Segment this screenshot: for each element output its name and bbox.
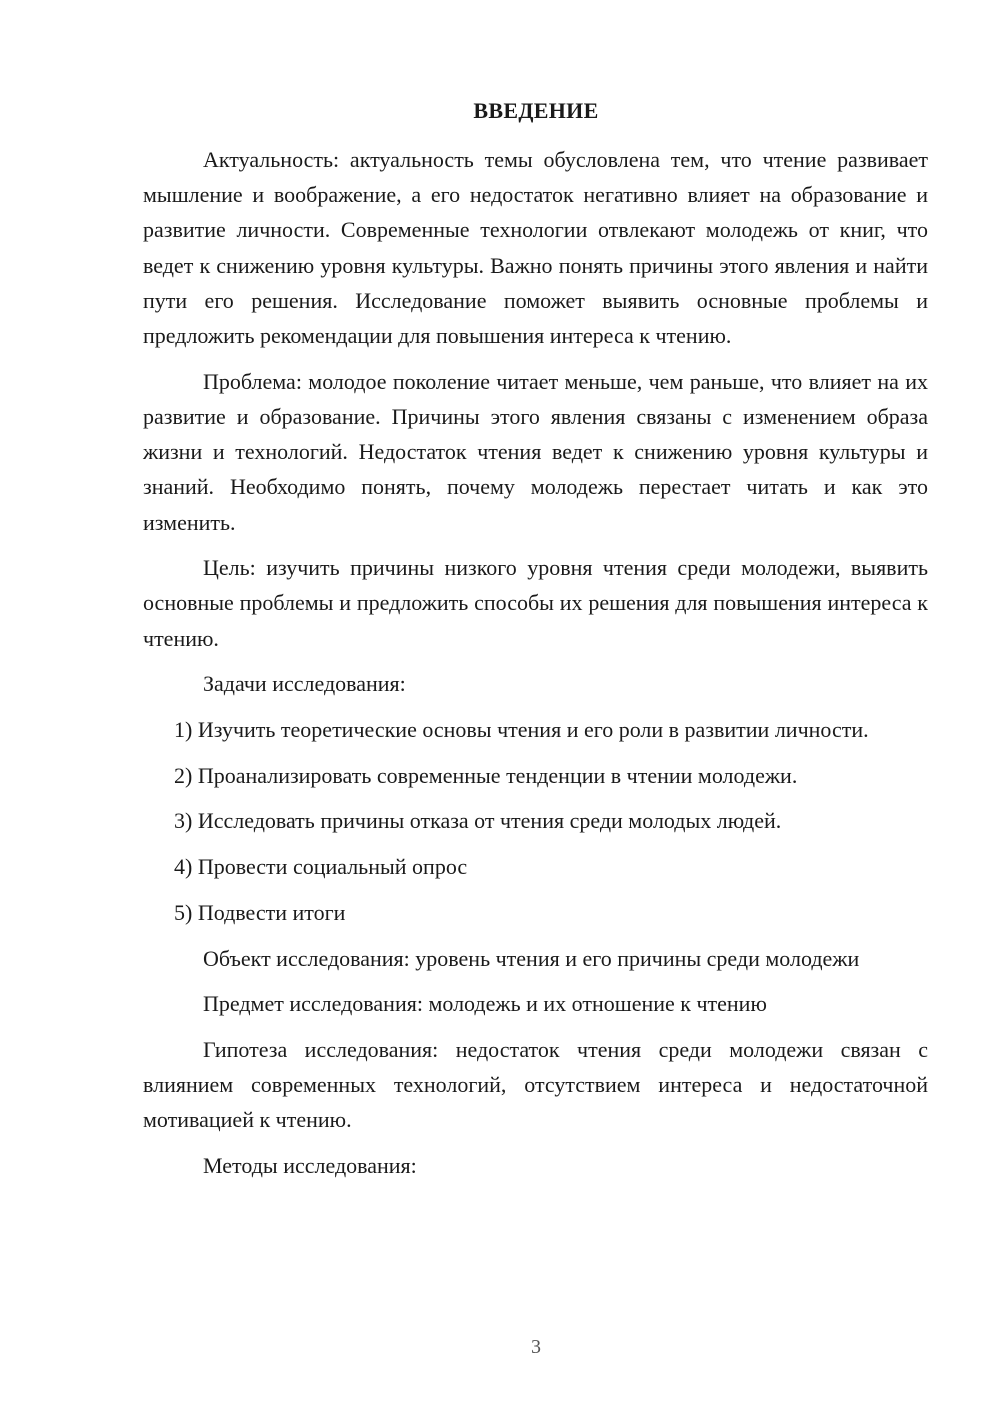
list-item: 3) Исследовать причины отказа от чтения среди молодых людей. [174, 808, 782, 834]
hypothesis-paragraph: Гипотеза исследования: недостаток чтения среди молодежи связан с влиянием современных технологий, отсутствием интереса и недостаточной мотивацией к чтению. [143, 1036, 928, 1133]
problem-paragraph: Проблема: молодое поколение читает меньше, чем раньше, что влияет на их развитие и образование. Причины этого явления связаны с изменением образа жизни и технологий. Недостаток чтения ведет к снижению уровня культуры и знаний. Необходимо понять, почему молодежь перестает читать и как это изменить. [143, 368, 928, 535]
tasks-heading: Задачи исследования: [203, 671, 406, 697]
relevance-paragraph: Актуальность: актуальность темы обусловлена тем, что чтение развивает мышление и воображение, а его недостаток негативно влияет на образование и развитие личности. Современные технологии отвлекают молодежь от книг, что ведет к снижению уровня культуры. Важно понять причины этого явления и найти пути его решения. Исследование поможет выявить основные проблемы и предложить рекомендации для повышения интереса к чтению. [143, 147, 928, 349]
page-number: 3 [531, 1336, 541, 1358]
list-item: 2) Проанализировать современные тенденции в чтении молодежи. [174, 762, 798, 788]
page-title: ВВЕДЕНИЕ [473, 98, 599, 123]
object-paragraph: Объект исследования: уровень чтения и его причины среди молодежи [203, 945, 860, 971]
tasks-list [143, 712, 928, 930]
goal-paragraph: Цель: изучить причины низкого уровня чтения среди молодежи, выявить основные проблемы и предложить способы их решения для повышения интереса к чтению. [143, 555, 928, 651]
list-item: 1) Изучить теоретические основы чтения и его роли в развитии личности. [174, 717, 869, 743]
subject-paragraph: Предмет исследования: молодежь и их отношение к чтению [203, 991, 767, 1017]
document-body [143, 142, 928, 1194]
methods-heading: Методы исследования: [203, 1153, 417, 1179]
list-item: 5) Подвести итоги [174, 899, 346, 925]
list-item: 4) Провести социальный опрос [174, 854, 468, 880]
